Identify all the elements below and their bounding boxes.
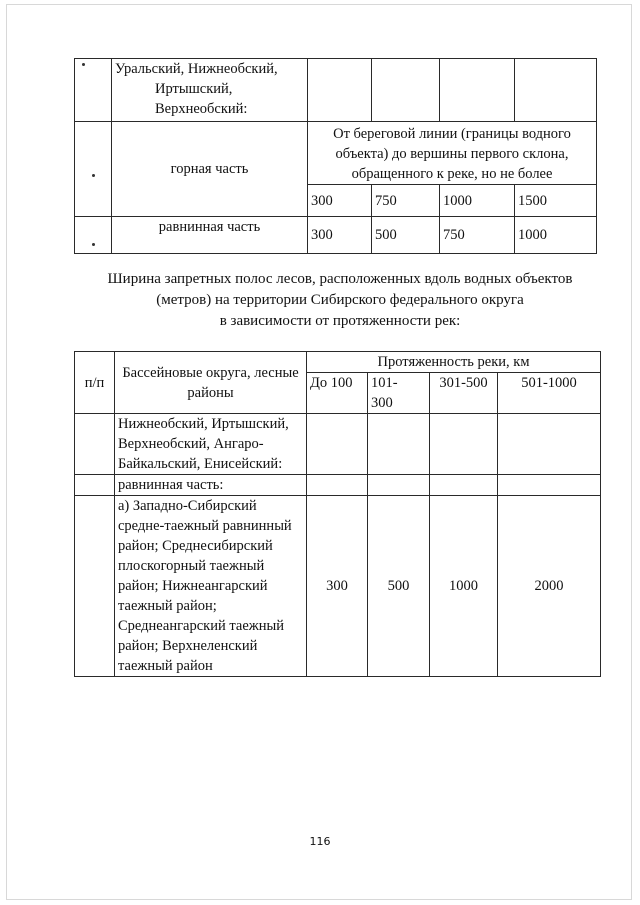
header-river-length: Протяженность реки, км (307, 352, 601, 373)
value-cell: 1500 (515, 185, 597, 217)
row-number-cell (75, 496, 115, 677)
table-forest-strips-siberia (74, 351, 601, 677)
empty-cell (498, 414, 601, 475)
value-cell: 1000 (430, 496, 498, 677)
table-caption (60, 269, 620, 332)
empty-cell (498, 475, 601, 496)
value-cell: 750 (372, 185, 440, 217)
value-cell: 750 (440, 217, 515, 254)
table-row (75, 496, 601, 677)
empty-cell (440, 59, 515, 122)
table-row (75, 217, 597, 254)
value-cell: 2000 (498, 496, 601, 677)
row-number-cell (75, 122, 112, 217)
empty-cell (430, 475, 498, 496)
value-cell: 500 (372, 217, 440, 254)
value-cell: 1000 (440, 185, 515, 217)
empty-cell (372, 59, 440, 122)
table-row (75, 475, 601, 496)
header-length-col: 501-1000 (498, 373, 601, 414)
plain-part-label: равнинная часть: (115, 475, 307, 496)
mountain-part-note: От береговой линии (границы водного объекта) до вершины первого склона, обращенного к реке, но не более (308, 122, 597, 185)
table-header-row (75, 352, 601, 373)
row-number-cell (75, 217, 112, 254)
mountain-part-label: горная часть (112, 122, 308, 217)
district-label: Нижнеобский, Иртышский, Верхнеобский, Ангаро-Байкальский, Енисейский: (115, 414, 307, 475)
value-cell: 300 (308, 217, 372, 254)
caption-line-2: (метров) на территории Сибирского федерального округа (156, 292, 524, 308)
plain-part-label: равнинная часть (112, 217, 308, 254)
header-districts: Бассейновые округа, лесные районы (115, 352, 307, 414)
caption-line-1: Ширина запретных полос лесов, расположенных вдоль водных объектов (107, 271, 573, 287)
page-number: 116 (309, 835, 331, 848)
table-river-widths-upper (74, 58, 597, 254)
caption-line-3: в зависимости от протяженности рек: (219, 313, 461, 329)
district-label: Уральский, Нижнеобский, Иртышский, Верхнеобский: (112, 59, 308, 122)
table-row (75, 59, 597, 122)
empty-cell (430, 414, 498, 475)
value-cell: 1000 (515, 217, 597, 254)
table-row (75, 122, 597, 185)
table-row (75, 414, 601, 475)
value-cell: 300 (308, 185, 372, 217)
value-cell: 300 (307, 496, 368, 677)
empty-cell (368, 414, 430, 475)
row-number-cell (75, 475, 115, 496)
empty-cell (307, 475, 368, 496)
header-row-number: п/п (75, 352, 115, 414)
empty-cell (308, 59, 372, 122)
row-number-cell (75, 59, 112, 122)
header-length-col: До 100 (307, 373, 368, 414)
header-length-col: 101-300 (368, 373, 430, 414)
empty-cell (368, 475, 430, 496)
empty-cell (515, 59, 597, 122)
value-cell: 500 (368, 496, 430, 677)
district-label: а) Западно-Сибирский средне-таежный равнинный район; Среднесибирский плоскогорный таежный район; Нижнеангарский таежный район; Среднеангарский таежный район; Верхнеленский таежный район (115, 496, 307, 677)
header-length-col: 301-500 (430, 373, 498, 414)
row-number-cell (75, 414, 115, 475)
empty-cell (307, 414, 368, 475)
